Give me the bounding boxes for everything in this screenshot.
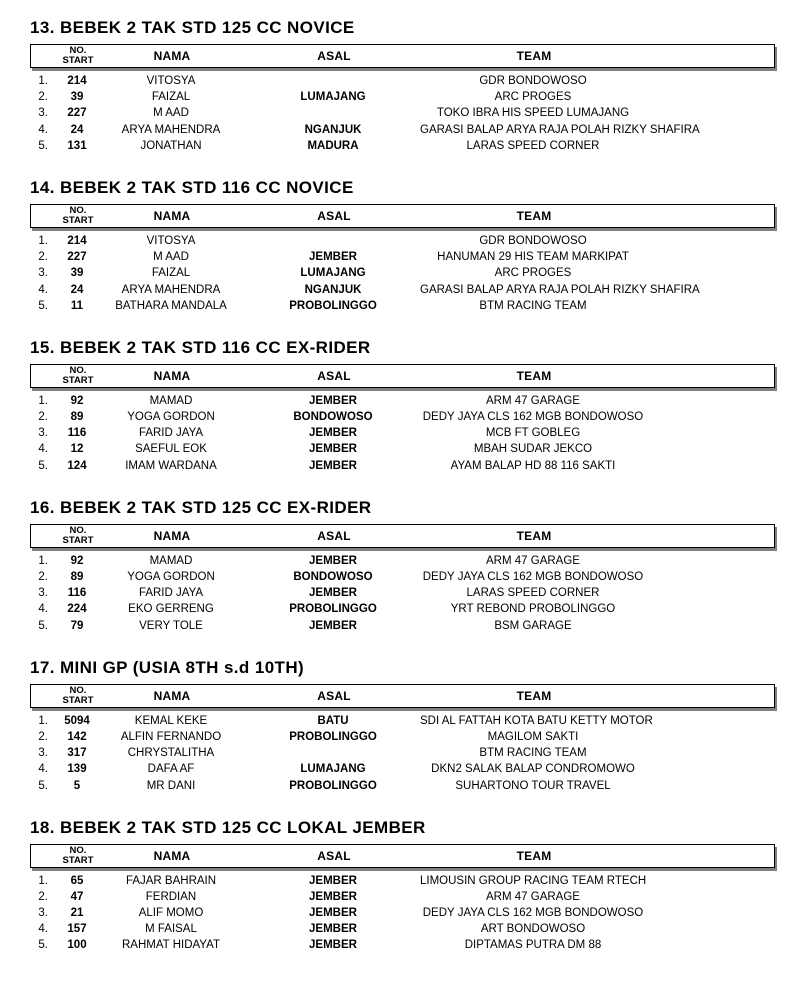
team-cell: ART BONDOWOSO [480, 923, 586, 936]
team-cell: SDI AL FATTAH KOTA BATU KETTY MOTOR [420, 714, 653, 727]
team-cell: BTM RACING TEAM [479, 299, 587, 312]
column-header-asal: ASAL [317, 49, 351, 63]
origin-cell: PROBOLINGGO [289, 299, 377, 312]
entry-row [30, 873, 775, 889]
row-extra-cell [646, 585, 775, 601]
table-body [30, 393, 775, 474]
rider-name-cell: CHRYSTALITHA [127, 747, 215, 760]
rider-name-cell: FARID JAYA [138, 427, 204, 440]
rider-name-cell: FAJAR BAHRAIN [125, 874, 217, 887]
row-number: 2. [38, 411, 48, 424]
row-extra-cell [646, 393, 775, 409]
entry-row [30, 745, 775, 761]
team-cell: LARAS SPEED CORNER [466, 587, 600, 600]
origin-cell [246, 73, 420, 89]
entry-row [30, 905, 775, 921]
column-header-team: TEAM [516, 528, 552, 543]
row-number: 1. [38, 554, 48, 567]
entry-table [30, 524, 775, 634]
team-cell: MBAH SUDAR JEKCO [473, 443, 593, 456]
rider-name-cell: MAMAD [149, 394, 193, 407]
team-cell: DEDY JAYA CLS 162 MGB BONDOWOSO [422, 571, 644, 583]
race-section [30, 498, 775, 634]
race-section [30, 818, 775, 954]
row-extra-cell [646, 265, 775, 281]
column-header-team: TEAM [516, 368, 552, 383]
start-number-cell: 24 [70, 283, 84, 296]
origin-cell: JEMBER [309, 394, 357, 407]
origin-cell: PROBOLINGGO [289, 603, 377, 616]
row-number: 5. [38, 779, 48, 792]
rider-name-cell: FARID JAYA [138, 587, 204, 600]
rider-name-cell: YOGA GORDON [127, 411, 215, 424]
origin-cell: JEMBER [309, 251, 357, 264]
team-cell: ARM 47 GARAGE [486, 554, 580, 567]
row-extra-cell [646, 425, 775, 441]
row-number: 4. [38, 603, 48, 616]
entry-row [30, 713, 775, 729]
column-header-no-line2: START [62, 55, 94, 66]
rider-name-cell: YOGA GORDON [127, 571, 215, 583]
row-extra-cell [646, 921, 775, 937]
start-number-cell: 92 [70, 554, 84, 567]
entry-row [30, 937, 775, 953]
origin-cell: JEMBER [309, 427, 357, 440]
origin-cell: JEMBER [309, 619, 357, 632]
section-title: 14. BEBEK 2 TAK STD 116 CC NOVICE [30, 177, 354, 197]
row-extra-cell [646, 282, 775, 298]
entry-row [30, 441, 775, 457]
rider-name-cell: MAMAD [149, 554, 193, 567]
rider-name-cell: ALFIN FERNANDO [120, 730, 222, 743]
row-number: 5. [38, 619, 48, 632]
origin-cell: NGANJUK [304, 283, 362, 296]
origin-cell: BONDOWOSO [293, 411, 373, 424]
start-number-cell: 12 [70, 443, 84, 456]
origin-cell: BATU [317, 714, 349, 727]
team-cell: ARM 47 GARAGE [486, 890, 580, 903]
row-extra-cell [646, 458, 775, 474]
team-cell: LARAS SPEED CORNER [466, 139, 600, 152]
row-number: 1. [38, 874, 48, 887]
column-header-no-line2: START [62, 534, 94, 546]
rider-name-cell: IMAM WARDANA [125, 459, 217, 472]
table-body [30, 73, 775, 154]
row-number: 1. [38, 75, 48, 87]
column-header-nama: NAMA [153, 528, 191, 543]
row-extra-cell [646, 89, 775, 105]
start-number-cell: 92 [70, 394, 84, 407]
column-header-no-start [59, 685, 97, 707]
start-number-cell: 227 [67, 107, 87, 120]
team-cell: DEDY JAYA CLS 162 MGB BONDOWOSO [422, 411, 644, 424]
rider-name-cell: DAFA AF [147, 763, 195, 776]
rider-name-cell: M AAD [153, 251, 189, 264]
start-number-cell: 124 [67, 459, 87, 472]
entry-list-document [30, 18, 775, 954]
section-title: 13. BEBEK 2 TAK STD 125 CC NOVICE [30, 18, 355, 37]
entry-row [30, 921, 775, 937]
team-cell: BSM GARAGE [494, 619, 572, 632]
row-extra-cell [646, 745, 775, 761]
section-title: 17. MINI GP (USIA 8TH s.d 10TH) [30, 657, 305, 677]
row-number: 4. [38, 283, 48, 296]
column-header-team: TEAM [516, 688, 552, 703]
origin-cell: JEMBER [309, 939, 357, 952]
start-number-cell: 5 [73, 779, 81, 792]
rider-name-cell: EKO GERRENG [128, 603, 214, 616]
start-number-cell: 5094 [64, 714, 90, 727]
row-number: 2. [38, 571, 48, 583]
section-title: 18. BEBEK 2 TAK STD 125 CC LOKAL JEMBER [30, 817, 426, 837]
entry-row [30, 569, 775, 585]
entry-row [30, 553, 775, 569]
start-number-cell: 89 [70, 411, 84, 424]
team-cell: BTM RACING TEAM [479, 747, 587, 760]
row-extra-cell [646, 778, 775, 794]
start-number-cell: 116 [67, 427, 87, 440]
rider-name-cell: VERY TOLE [139, 619, 203, 632]
origin-cell: JEMBER [309, 443, 357, 456]
row-number: 3. [38, 427, 48, 440]
rider-name-cell: VITOSYA [146, 75, 196, 87]
rider-name-cell: KEMAL KEKE [134, 714, 208, 727]
team-cell: GDR BONDOWOSO [479, 75, 587, 87]
origin-cell: JEMBER [309, 907, 357, 920]
section-title: 15. BEBEK 2 TAK STD 116 CC EX-RIDER [30, 337, 371, 357]
origin-cell: MADURA [307, 139, 359, 152]
row-extra-cell [646, 553, 775, 569]
origin-cell [246, 233, 420, 249]
origin-cell: JEMBER [309, 923, 357, 936]
column-header-no-line1: NO. [69, 844, 87, 856]
entry-row [30, 233, 775, 249]
entry-table [30, 844, 775, 954]
origin-cell: JEMBER [309, 587, 357, 600]
row-extra-cell [646, 889, 775, 905]
entry-row [30, 601, 775, 617]
column-header-no-line2: START [62, 694, 94, 706]
table-header-row [30, 44, 775, 68]
origin-cell: JEMBER [309, 459, 357, 472]
origin-cell: JEMBER [309, 874, 357, 887]
entry-table [30, 44, 775, 154]
team-cell: MAGILOM SAKTI [487, 730, 579, 743]
entry-row [30, 425, 775, 441]
row-number: 4. [38, 923, 48, 936]
rider-name-cell: BATHARA MANDALA [115, 299, 227, 312]
team-cell: LIMOUSIN GROUP RACING TEAM RTECH [420, 874, 647, 887]
start-number-cell: 47 [70, 890, 84, 903]
row-number: 1. [38, 714, 48, 727]
column-header-no-line2: START [62, 214, 94, 226]
row-number: 2. [38, 91, 48, 104]
row-extra-cell [646, 905, 775, 921]
table-body [30, 873, 775, 954]
origin-cell: JEMBER [309, 890, 357, 903]
entry-row [30, 105, 775, 121]
entry-row [30, 138, 775, 154]
team-cell: GDR BONDOWOSO [479, 234, 587, 247]
origin-cell [246, 105, 420, 121]
entry-row [30, 249, 775, 265]
rider-name-cell: FERDIAN [145, 890, 197, 903]
team-cell: SUHARTONO TOUR TRAVEL [455, 779, 611, 792]
entry-row [30, 761, 775, 777]
origin-cell [246, 745, 420, 761]
origin-cell: PROBOLINGGO [289, 730, 377, 743]
entry-row [30, 458, 775, 474]
row-extra-cell [646, 73, 775, 89]
row-number: 3. [38, 107, 48, 120]
entry-row [30, 393, 775, 409]
entry-row [30, 73, 775, 89]
table-body [30, 713, 775, 794]
row-number: 3. [38, 587, 48, 600]
team-cell: DEDY JAYA CLS 162 MGB BONDOWOSO [422, 907, 644, 920]
start-number-cell: 317 [67, 747, 87, 760]
rider-name-cell: JONATHAN [140, 139, 202, 152]
column-header-asal: ASAL [317, 688, 351, 703]
column-header-asal: ASAL [317, 848, 351, 863]
team-cell: TOKO IBRA HIS SPEED LUMAJANG [436, 107, 630, 120]
start-number-cell: 79 [70, 619, 84, 632]
rider-name-cell: M FAISAL [145, 923, 197, 936]
column-header-nama: NAMA [153, 49, 191, 63]
row-extra-cell [646, 937, 775, 953]
start-number-cell: 89 [70, 571, 84, 583]
column-header-no-start [59, 845, 97, 867]
start-number-cell: 39 [70, 267, 84, 280]
start-number-cell: 39 [70, 91, 84, 104]
team-cell: GARASI BALAP ARYA RAJA POLAH RIZKY SHAFIRA [420, 283, 700, 296]
column-header-no-start [59, 525, 97, 547]
origin-cell: NGANJUK [304, 123, 362, 136]
team-cell: AYAM BALAP HD 88 116 SAKTI [450, 459, 616, 472]
team-cell: MCB FT GOBLEG [485, 427, 581, 440]
race-section [30, 658, 775, 794]
row-number: 4. [38, 443, 48, 456]
row-extra-cell [646, 601, 775, 617]
row-extra-cell [646, 713, 775, 729]
row-extra-cell [646, 138, 775, 154]
rider-name-cell: M AAD [153, 107, 189, 120]
rider-name-cell: FAIZAL [151, 91, 191, 104]
origin-cell: BONDOWOSO [293, 571, 373, 583]
entry-row [30, 778, 775, 794]
team-cell: HANUMAN 29 HIS TEAM MARKIPAT [437, 251, 629, 264]
team-cell: DIPTAMAS PUTRA DM 88 [464, 939, 602, 952]
table-body [30, 553, 775, 634]
table-header-row [30, 844, 775, 868]
team-cell: GARASI BALAP ARYA RAJA POLAH RIZKY SHAFIRA [420, 123, 700, 136]
row-number: 5. [38, 939, 48, 952]
rider-name-cell: VITOSYA [146, 234, 196, 247]
row-number: 3. [38, 267, 48, 280]
row-number: 3. [38, 907, 48, 920]
column-header-no-line1: NO. [69, 204, 87, 216]
column-header-no-line1: NO. [69, 45, 87, 56]
entry-row [30, 409, 775, 425]
entry-table [30, 204, 775, 314]
row-extra-cell [646, 298, 775, 314]
column-header-asal: ASAL [317, 528, 351, 543]
team-cell: ARM 47 GARAGE [486, 394, 580, 407]
column-header-team: TEAM [516, 208, 552, 223]
start-number-cell: 224 [67, 603, 87, 616]
rider-name-cell: ALIF MOMO [138, 907, 204, 920]
entry-table [30, 364, 775, 474]
entry-row [30, 89, 775, 105]
row-number: 5. [38, 139, 48, 152]
origin-cell: LUMAJANG [300, 91, 366, 104]
column-header-asal: ASAL [317, 208, 351, 223]
race-section [30, 178, 775, 314]
row-number: 2. [38, 890, 48, 903]
column-header-no-start [59, 45, 97, 67]
row-extra-cell [646, 122, 775, 138]
table-header-row [30, 524, 775, 548]
origin-cell: JEMBER [309, 554, 357, 567]
start-number-cell: 11 [70, 299, 84, 312]
row-extra-cell [646, 105, 775, 121]
column-header-nama: NAMA [153, 208, 191, 223]
column-header-nama: NAMA [153, 688, 191, 703]
row-number: 4. [38, 763, 48, 776]
team-cell: DKN2 SALAK BALAP CONDROMOWO [431, 763, 635, 776]
row-extra-cell [646, 873, 775, 889]
start-number-cell: 142 [67, 730, 87, 743]
rider-name-cell: ARYA MAHENDRA [121, 283, 221, 296]
row-extra-cell [646, 441, 775, 457]
origin-cell: LUMAJANG [300, 267, 366, 280]
entry-row [30, 298, 775, 314]
row-extra-cell [646, 729, 775, 745]
origin-cell: PROBOLINGGO [289, 779, 377, 792]
entry-table [30, 684, 775, 794]
entry-row [30, 729, 775, 745]
row-number: 2. [38, 251, 48, 264]
start-number-cell: 131 [67, 139, 87, 152]
start-number-cell: 116 [67, 587, 87, 600]
column-header-no-line1: NO. [69, 524, 87, 536]
column-header-no-line2: START [62, 374, 94, 386]
start-number-cell: 24 [70, 123, 84, 136]
row-number: 2. [38, 730, 48, 743]
entry-row [30, 585, 775, 601]
column-header-asal: ASAL [317, 368, 351, 383]
start-number-cell: 227 [67, 251, 87, 264]
row-number: 1. [38, 234, 48, 247]
team-cell: ARC PROGES [494, 267, 572, 280]
origin-cell: LUMAJANG [300, 763, 366, 776]
entry-row [30, 618, 775, 634]
rider-name-cell: MR DANI [146, 779, 196, 792]
column-header-no-line2: START [62, 854, 94, 866]
start-number-cell: 214 [67, 75, 87, 87]
start-number-cell: 100 [67, 939, 87, 952]
column-header-team: TEAM [516, 49, 552, 63]
entry-row [30, 265, 775, 281]
table-header-row [30, 684, 775, 708]
column-header-no-line1: NO. [69, 364, 87, 376]
table-header-row [30, 204, 775, 228]
start-number-cell: 21 [70, 907, 84, 920]
row-number: 5. [38, 459, 48, 472]
column-header-nama: NAMA [153, 848, 191, 863]
row-extra-cell [646, 569, 775, 585]
entry-row [30, 282, 775, 298]
start-number-cell: 65 [70, 874, 84, 887]
row-extra-cell [646, 409, 775, 425]
entry-row [30, 122, 775, 138]
rider-name-cell: ARYA MAHENDRA [121, 123, 221, 136]
row-number: 1. [38, 394, 48, 407]
table-header-row [30, 364, 775, 388]
rider-name-cell: SAEFUL EOK [135, 443, 207, 456]
column-header-team: TEAM [516, 848, 552, 863]
team-cell: YRT REBOND PROBOLINGGO [450, 603, 616, 616]
column-header-no-start [59, 365, 97, 387]
column-header-nama: NAMA [153, 368, 191, 383]
row-number: 5. [38, 299, 48, 312]
start-number-cell: 139 [67, 763, 87, 776]
start-number-cell: 214 [67, 234, 87, 247]
start-number-cell: 157 [67, 923, 87, 936]
rider-name-cell: FAIZAL [151, 267, 191, 280]
section-title: 16. BEBEK 2 TAK STD 125 CC EX-RIDER [30, 497, 372, 517]
row-extra-cell [646, 761, 775, 777]
row-extra-cell [646, 249, 775, 265]
race-section [30, 338, 775, 474]
table-body [30, 233, 775, 314]
race-section [30, 18, 775, 154]
entry-row [30, 889, 775, 905]
rider-name-cell: RAHMAT HIDAYAT [122, 939, 220, 952]
column-header-no-line1: NO. [69, 684, 87, 696]
row-extra-cell [646, 233, 775, 249]
row-number: 4. [38, 123, 48, 136]
team-cell: ARC PROGES [494, 91, 572, 104]
column-header-no-start [59, 205, 97, 227]
row-number: 3. [38, 747, 48, 760]
row-extra-cell [646, 618, 775, 634]
